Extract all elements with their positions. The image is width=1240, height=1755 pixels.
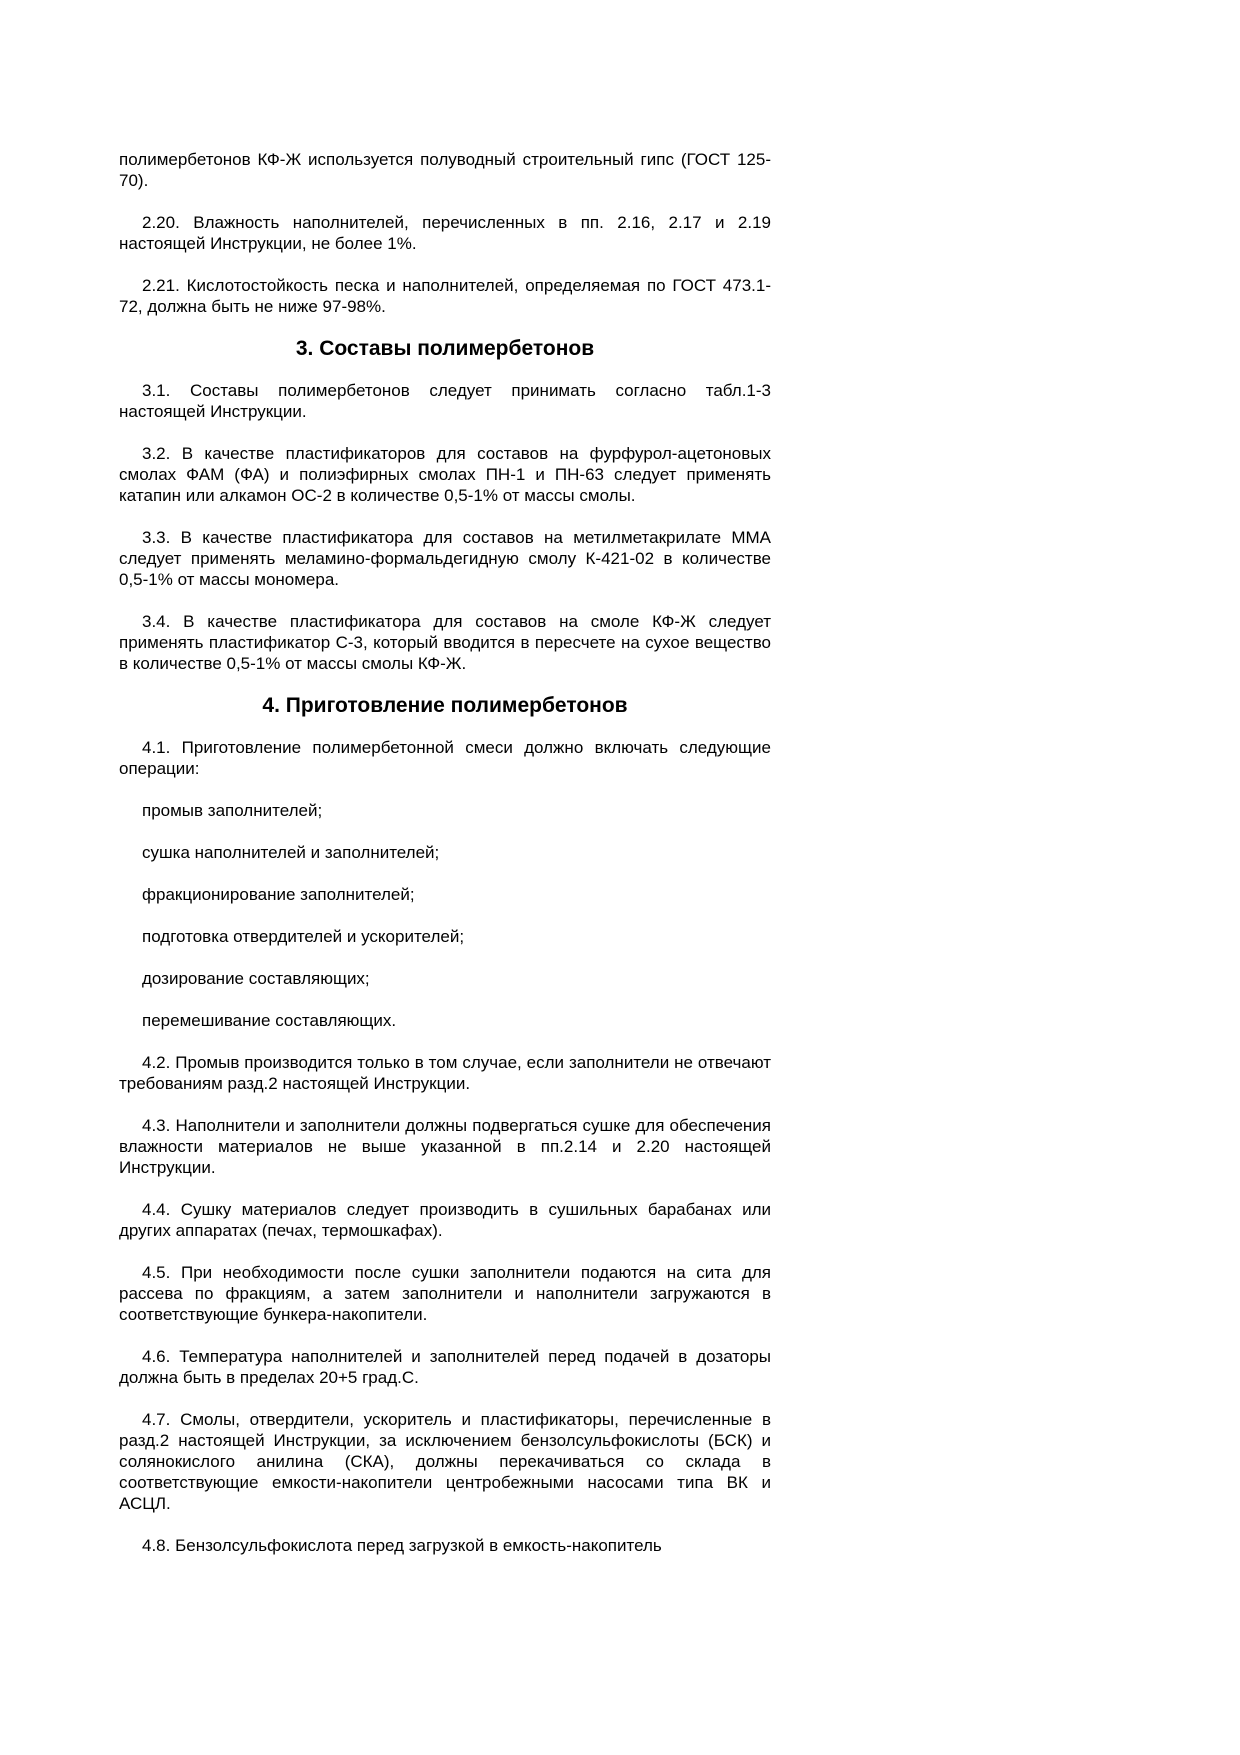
paragraph-4-1: 4.1. Приготовление полимербетонной смеси должно включать следующие операции: [119, 738, 771, 778]
operation-item: подготовка отвердителей и ускорителей; [142, 927, 465, 946]
paragraph-3-1: 3.1. Составы полимербетонов следует принимать согласно табл.1-3 настоящей Инструкции. [119, 381, 771, 421]
paragraph-3-3: 3.3. В качестве пластификатора для составов на метилметакрилате ММА следует применять меламино-формальдегидную смолу К-421-02 в количестве 0,5-1% от массы мономера. [119, 528, 771, 589]
section-4-heading: 4. Приготовление полимербетонов [262, 694, 628, 717]
paragraph-4-7: 4.7. Смолы, отвердители, ускоритель и пластификаторы, перечисленные в разд.2 настоящей Инструкции, за исключением бензолсульфокислоты (БСК) и солянокислого анилина (СКА), должны перекачиваться со склада в соответствующие емкости-накопители центробежными насосами типа ВК и АСЦЛ. [119, 1410, 771, 1513]
operation-item: сушка наполнителей и заполнителей; [142, 843, 440, 862]
operation-item: дозирование составляющих; [142, 969, 370, 988]
paragraph-2-21: 2.21. Кислотостойкость песка и наполнителей, определяемая по ГОСТ 473.1-72, должна быть не ниже 97-98%. [119, 276, 771, 316]
operation-item: фракционирование заполнителей; [142, 885, 415, 904]
operation-item: перемешивание составляющих. [142, 1011, 397, 1030]
paragraph-4-2: 4.2. Промыв производится только в том случае, если заполнители не отвечают требованиям разд.2 настоящей Инструкции. [119, 1053, 771, 1093]
paragraph-continuation: полимербетонов КФ-Ж используется полуводный строительный гипс (ГОСТ 125-70). [119, 150, 771, 190]
paragraph-4-8: 4.8. Бензолсульфокислота перед загрузкой в емкость-накопитель [142, 1536, 662, 1555]
paragraph-4-3: 4.3. Наполнители и заполнители должны подвергаться сушке для обеспечения влажности материалов не выше указанной в пп.2.14 и 2.20 настоящей Инструкции. [119, 1116, 771, 1177]
paragraph-4-5: 4.5. При необходимости после сушки заполнители подаются на сита для рассева по фракциям, а затем заполнители и наполнители загружаются в соответствующие бункера-накопители. [119, 1263, 771, 1324]
operation-item: промыв заполнителей; [142, 801, 323, 820]
paragraph-3-4: 3.4. В качестве пластификатора для составов на смоле КФ-Ж следует применять пластификатор С-3, который вводится в пересчете на сухое вещество в количестве 0,5-1% от массы смолы КФ-Ж. [119, 612, 771, 673]
paragraph-2-20: 2.20. Влажность наполнителей, перечисленных в пп. 2.16, 2.17 и 2.19 настоящей Инструкции, не более 1%. [119, 213, 771, 253]
section-3-heading: 3. Составы полимербетонов [295, 337, 595, 360]
document-page [119, 149, 771, 1556]
paragraph-3-2: 3.2. В качестве пластификаторов для составов на фурфурол-ацетоновых смолах ФАМ (ФА) и полиэфирных смолах ПН-1 и ПН-63 следует применять катапин или алкамон ОС-2 в количестве 0,5-1% от массы смолы. [119, 444, 771, 505]
paragraph-4-6: 4.6. Температура наполнителей и заполнителей перед подачей в дозаторы должна быть в пределах 20+5 град.С. [119, 1347, 771, 1387]
paragraph-4-4: 4.4. Сушку материалов следует производить в сушильных барабанах или других аппаратах (печах, термошкафах). [119, 1200, 771, 1240]
